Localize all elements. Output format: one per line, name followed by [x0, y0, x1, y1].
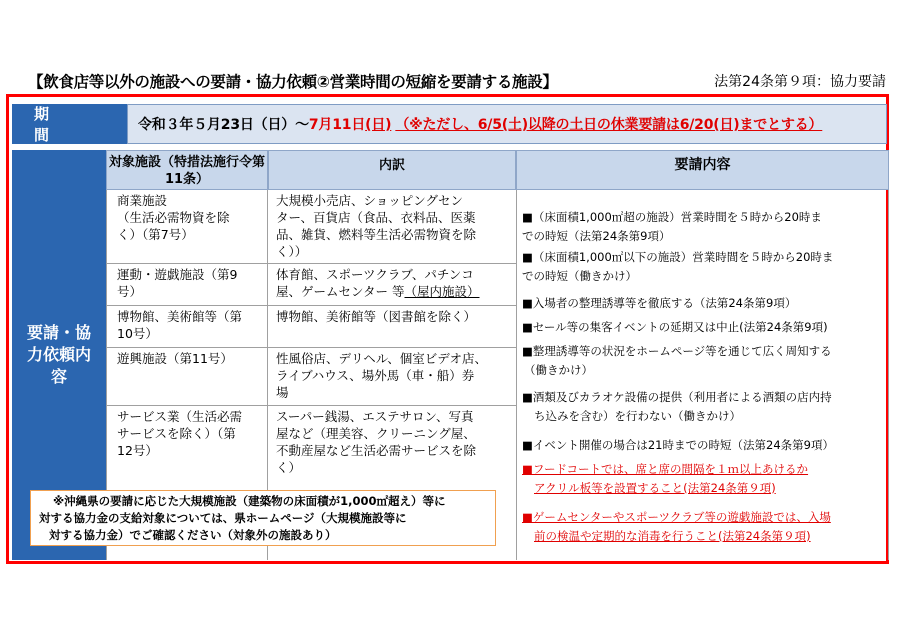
request-line: ■整理誘導等の状況をホームページ等を通じて広く周知する: [522, 344, 832, 358]
detail-text: 屋、ゲームセンター 等: [276, 284, 405, 299]
period-weekend-note: （※ただし、6/5(土)以降の土日の休業要請は6/20(日)までとする）: [395, 117, 823, 133]
period-end-day: (日): [365, 117, 392, 133]
request-line: ■セール等の集客イベントの延期又は中止(法第24条第9項): [522, 320, 828, 334]
period-label: 期 間: [12, 104, 127, 144]
detail-text: 場: [276, 385, 289, 400]
request-item-food-court: [522, 460, 882, 498]
facility-cell-museum: [106, 306, 268, 348]
facility-text: 商業施設: [117, 193, 168, 208]
support-fund-note: [30, 490, 496, 546]
detail-text: 屋など（理美容、クリーニング屋、: [276, 426, 476, 441]
header-request-content: 要請内容: [516, 150, 889, 190]
detail-cell-museum: [268, 306, 516, 348]
facility-text: サービス業（生活必需: [117, 409, 243, 424]
detail-cell-entertainment: [268, 348, 516, 406]
header-breakdown: 内訳: [268, 150, 516, 190]
facility-text: 号）: [117, 284, 143, 299]
request-line: アクリル板等を設置すること(法第24条第９項): [534, 481, 776, 495]
facility-text: 博物館、美術館等（第: [117, 309, 243, 324]
period-start: 令和３年５月23日（日）～: [138, 117, 309, 133]
page-heading: [28, 70, 886, 94]
request-item-sale-events: [522, 318, 882, 337]
request-line: ■イベント開催の場合は21時までの時短（法第24条第9項）: [522, 438, 834, 452]
request-line: （働きかけ）: [524, 363, 593, 377]
detail-text: く））: [276, 244, 308, 259]
header-target-facility: 対象施設（特措法施行令第11条）: [106, 150, 268, 190]
detail-text: スーパー銭湯、エステサロン、写真: [276, 409, 474, 424]
note-line: ※沖縄県の要請に応じた大規模施設（建築物の床面積が1,000㎡超え）等に: [53, 494, 446, 508]
facility-text: サービスを除く）（第: [117, 426, 236, 441]
request-item-alcohol-karaoke: [522, 388, 882, 426]
facility-text: 10号）: [117, 326, 158, 341]
request-item-large-facility-hours: [522, 208, 882, 246]
detail-text: ター、百貨店（食品、衣料品、医薬: [276, 210, 476, 225]
request-line: ■（床面積1,000㎡超の施設）営業時間を５時から20時ま: [522, 210, 822, 224]
detail-cell-sports: [268, 264, 516, 306]
indoor-note: （屋内施設）: [404, 284, 480, 299]
facility-text: 遊興施設（第11号）: [117, 351, 233, 366]
request-line: での時短（働きかけ）: [522, 269, 637, 283]
request-line: ■ゲームセンターやスポーツクラブ等の遊戯施設では、入場: [522, 510, 831, 524]
detail-cell-commercial: [268, 190, 516, 264]
note-line: 対する協力金の支給対象については、県ホームページ（大規模施設等に: [39, 511, 407, 525]
side-label-line: 力依頼内: [26, 345, 91, 364]
request-line: ■酒類及びカラオケ設備の提供（利用者による酒類の店内持: [522, 390, 832, 404]
request-item-game-sports: [522, 508, 882, 546]
page-title: 【飲食店等以外の施設への要請・協力依頼②営業時間の短縮を要請する施設】: [28, 73, 558, 91]
detail-text: 不動産屋など生活必需サービスを除: [276, 443, 477, 458]
facility-text: く）（第7号）: [117, 227, 194, 242]
request-line: ■フードコートでは、席と席の間隔を１ｍ以上あけるか: [522, 462, 809, 476]
facility-cell-commercial: [106, 190, 268, 264]
request-item-event-hours: [522, 436, 882, 455]
request-line: ■入場者の整理誘導等を徹底する（法第24条第9項）: [522, 296, 797, 310]
facility-text: 運動・遊戯施設（第9: [117, 267, 238, 282]
law-reference: 法第24条第９項：協力要請: [714, 74, 886, 90]
request-line: ■（床面積1,000㎡以下の施設）営業時間を５時から20時ま: [522, 250, 834, 264]
facility-text: 12号）: [117, 443, 158, 458]
request-item-publicize: [522, 342, 882, 380]
detail-text: 大規模小売店、ショッピングセン: [276, 193, 464, 208]
request-line: ち込みを含む）を行わない（働きかけ）: [534, 409, 741, 423]
detail-text: く）: [276, 460, 302, 475]
side-label-line: 要請・協: [26, 323, 91, 342]
detail-text: ライブハウス、場外馬（車・船）券: [276, 368, 475, 383]
period-end: 7月11日: [308, 117, 366, 133]
detail-text: 博物館、美術館等（図書館を除く）: [276, 309, 477, 324]
detail-text: 品、雑貨、燃料等生活必需物資を除: [276, 227, 477, 242]
note-line: 対する協力金）でご確認ください（対象外の施設あり）: [49, 528, 337, 542]
request-item-crowd-control: [522, 294, 882, 313]
request-line: での時短（法第24条第9項）: [522, 229, 671, 243]
facility-cell-entertainment: [106, 348, 268, 406]
detail-text: 性風俗店、デリヘル、個室ビデオ店、: [276, 351, 488, 366]
facility-cell-sports: [106, 264, 268, 306]
period-value: [127, 104, 887, 144]
request-line: 前の検温や定期的な消毒を行うこと(法第24条第９項): [534, 529, 811, 543]
side-label-line: 容: [50, 367, 67, 386]
detail-text: 体育館、スポーツクラブ、パチンコ: [276, 267, 474, 282]
facility-text: （生活必需物資を除: [117, 210, 230, 225]
request-item-small-facility-hours: [522, 248, 882, 286]
detail-text: [276, 283, 510, 300]
